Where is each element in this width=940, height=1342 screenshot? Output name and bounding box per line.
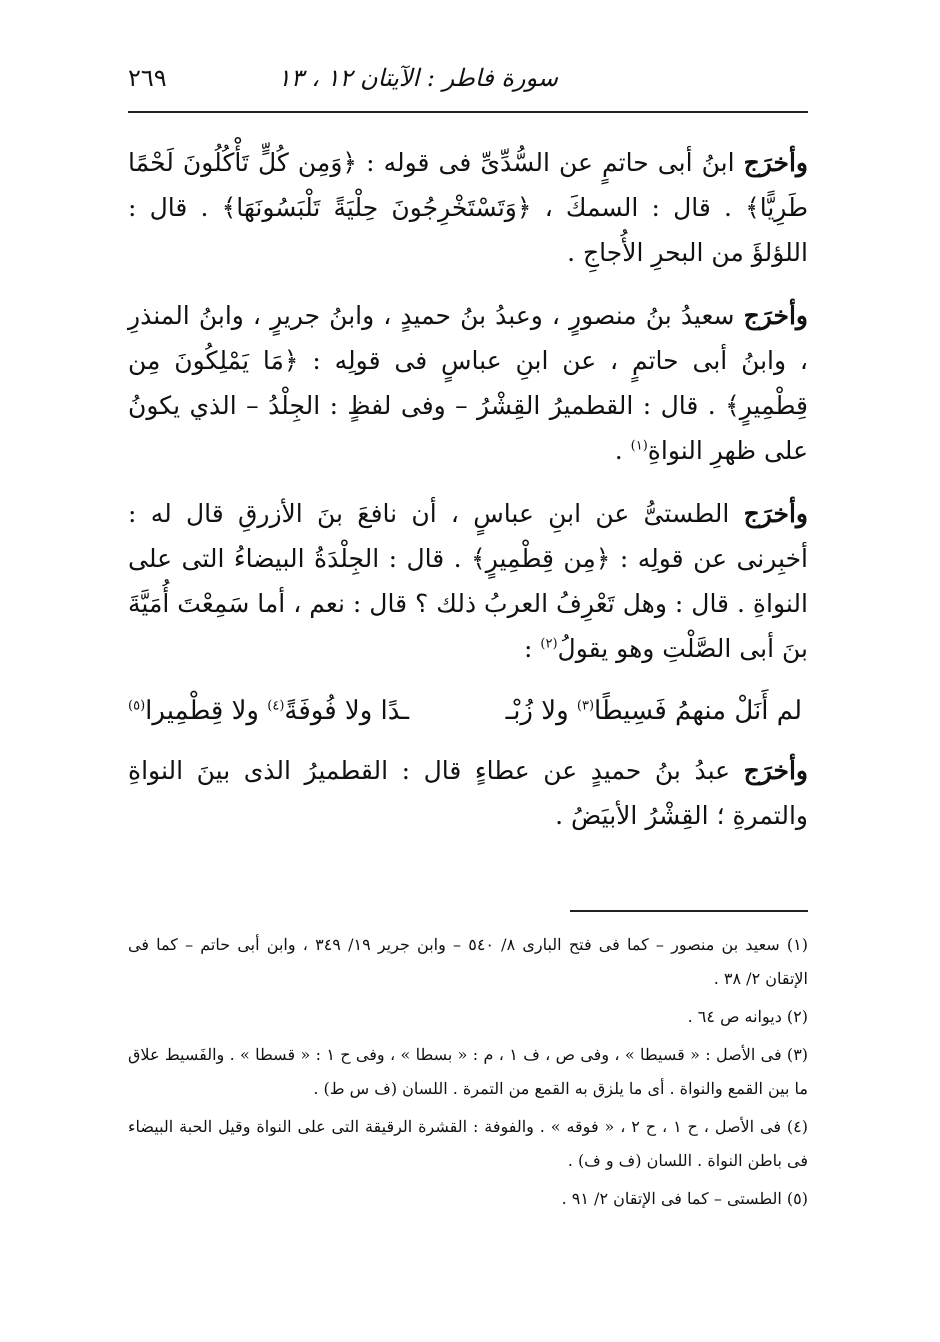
footnote-rule — [570, 910, 808, 912]
verse-text: ـدًا ولا فُوفَةً — [284, 696, 410, 726]
footnotes — [128, 928, 808, 1220]
paragraph-1 — [128, 140, 808, 275]
paragraph-lead: وأخرَج — [743, 148, 808, 177]
footnote-ref: (١) — [630, 438, 648, 454]
footnote-1: (١) سعيد بن منصور – كما فى فتح البارى ٨/ ٥٤٠ – وابن جرير ١٩/ ٣٤٩ ، وابن أبى حاتم – كما فى الإتقان ٢/ ٣٨ . — [128, 935, 808, 988]
paragraph-tail: : — [524, 634, 541, 663]
page-number: ٢٦٩ — [128, 64, 167, 92]
footnote-ref: (٤) — [267, 698, 285, 714]
verse-first-hemistich — [506, 689, 802, 734]
running-title: سورة فاطر : الآيتان ١٢ ، ١٣ — [277, 64, 558, 92]
paragraph-text: ابنُ أبى حاتمٍ عن السُّدِّىِّ فى قوله : ﴿وَمِن كُلٍّ تَأْكُلُونَ لَحْمًا طَرِيًّا﴾ . قال : السمكَ ، ﴿وَتَسْتَخْرِجُونَ حِلْيَةً تَلْبَسُونَهَا﴾ . قال : اللؤلؤَ من البحرِ الأُجاجِ . — [128, 148, 808, 267]
poetry-verse — [128, 689, 808, 734]
footnote-5: (٥) الطستى – كما فى الإتقان ٢/ ٩١ . — [561, 1189, 808, 1208]
running-header — [128, 60, 808, 100]
verse-text: لم أَنَلْ منهمُ فَسِيطًا — [594, 696, 802, 726]
footnote-4: (٤) فى الأصل ، ح ١ ، ح ٢ ، « فوقه » . والفوفة : القشرة الرقيقة التى على النواة وقيل الحبة البيضاء فى باطن النواة . اللسان (ف و ف) . — [128, 1117, 809, 1170]
header-rule — [128, 111, 808, 113]
footnote-ref: (٢) — [540, 636, 558, 652]
paragraph-lead: وأخرَج — [743, 301, 808, 330]
verse-second-hemistich — [128, 689, 409, 734]
paragraph-lead: وأخرَج — [743, 756, 808, 785]
paragraph-text: سعيدُ بنُ منصورٍ ، وعبدُ بنُ حميدٍ ، وابنُ جريرٍ ، وابنُ المنذرِ ، وابنُ أبى حاتمٍ ، عن ابنِ عباسٍ فى قولِه : ﴿مَا يَمْلِكُونَ مِن قِطْمِيرٍ﴾ . قال : القطميرُ القِشْرُ – وفى لفظٍ : الجِلْدُ – الذي يكونُ على ظهرِ النواةِ — [128, 301, 808, 465]
paragraph-text: عبدُ بنُ حميدٍ عن عطاءٍ قال : القطميرُ الذى بينَ النواةِ والتمرةِ ؛ القِشْرُ الأبيَضُ . — [128, 756, 808, 830]
footnote-2: (٢) ديوانه ص ٦٤ . — [687, 1007, 808, 1026]
paragraph-text: الطستىُّ عن ابنِ عباسٍ ، أن نافعَ بنَ الأزرقِ قال له : أخبِرنى عن قولِه : ﴿مِن قِطْمِيرٍ﴾ . قال : الجِلْدَةُ البيضاءُ التى على النواةِ . قال : وهل تَعْرِفُ العربُ ذلك ؟ قال : نعم ، أما سَمِعْتَ أُمَيَّةَ بنَ أبى الصَّلْتِ وهو يقولُ — [128, 499, 808, 663]
verse-text: ولا قِطْمِيرا — [145, 696, 268, 726]
verse-text: ولا زُبْـ — [505, 696, 577, 726]
main-text — [128, 140, 808, 856]
paragraph-lead: وأخرَج — [743, 499, 808, 528]
paragraph-2 — [128, 293, 808, 473]
footnote-ref: (٣) — [576, 698, 595, 714]
footnote-3: (٣) فى الأصل : « قسيطا » ، وفى ص ، ف ١ ، م : « بسطا » ، وفى ح ١ : « قسطا » . والفَسيط علاق ما بين القمع والنواة . أى ما يلزق به القمع من التمرة . اللسان (ف س ط) . — [128, 1045, 809, 1098]
footnote-ref: (٥) — [128, 698, 146, 714]
paragraph-3 — [128, 491, 808, 671]
paragraph-4 — [128, 748, 808, 838]
paragraph-tail: . — [614, 436, 631, 465]
